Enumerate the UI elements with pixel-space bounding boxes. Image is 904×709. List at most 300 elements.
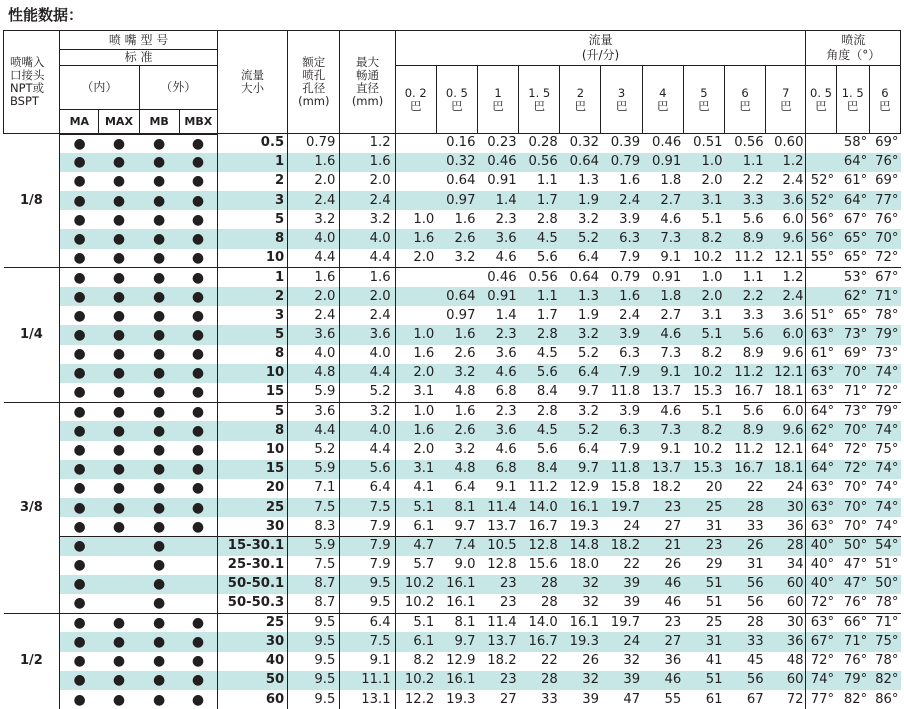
capacity-size: 40 (217, 652, 287, 671)
availability-dot-mbx: ● (179, 460, 217, 479)
orifice-diameter: 2.4 (288, 191, 340, 210)
flow-value: 9.0 (436, 556, 477, 575)
connection-size: 1/8 (4, 134, 60, 268)
spray-angle: 74° (869, 479, 900, 498)
flow-value: 3.3 (725, 191, 766, 210)
flow-value: 3.6 (477, 345, 518, 364)
max-passage: 7.5 (340, 632, 395, 651)
spray-angle: 62° (806, 421, 836, 440)
spray-angle: 73° (836, 325, 869, 344)
availability-dot-mbx: ● (179, 632, 217, 651)
flow-value: 5.1 (683, 210, 724, 229)
flow-value: 12.1 (766, 441, 806, 460)
flow-value: 4.8 (436, 383, 477, 402)
flow-value: 1.1 (519, 287, 560, 306)
flow-value: 10.2 (683, 249, 724, 268)
flow-value: 4.7 (395, 536, 436, 555)
spray-angle (806, 134, 836, 153)
flow-value: 13.7 (642, 460, 683, 479)
availability-dot-ma: ● (60, 441, 99, 460)
spray-angle: 67° (869, 268, 900, 287)
flow-value: 2.0 (395, 364, 436, 383)
table-row (4, 191, 901, 210)
flow-value: 6.4 (560, 364, 601, 383)
availability-dot-ma: ● (60, 690, 99, 709)
flow-value: 19.3 (560, 517, 601, 536)
flow-value: 6.3 (601, 229, 642, 248)
spray-angle: 63° (806, 498, 836, 517)
availability-dot-mb: ● (139, 441, 179, 460)
availability-dot-ma: ● (60, 364, 99, 383)
max-passage: 7.9 (340, 536, 395, 555)
spray-angle: 63° (806, 325, 836, 344)
flow-value: 18.1 (766, 383, 806, 402)
flow-value: 2.6 (436, 229, 477, 248)
orifice-diameter: 0.79 (288, 134, 340, 153)
flow-value: 9.7 (560, 460, 601, 479)
max-passage: 9.5 (340, 575, 395, 594)
flow-value: 30 (766, 498, 806, 517)
performance-table (3, 30, 901, 709)
spray-angle: 61° (836, 172, 869, 191)
flow-value: 8.9 (725, 229, 766, 248)
flow-value: 5.1 (395, 613, 436, 632)
model-ma-header: MA (60, 110, 99, 134)
flow-value: 0.97 (436, 191, 477, 210)
table-row (4, 172, 901, 191)
availability-dot-max: ● (99, 153, 139, 172)
availability-dot-mbx: ● (179, 229, 217, 248)
flow-value: 67 (725, 690, 766, 709)
availability-dot-max: ● (99, 421, 139, 440)
flow-value: 6.4 (436, 479, 477, 498)
table-row (4, 229, 901, 248)
flow-value: 6.8 (477, 383, 518, 402)
flow-value: 27 (642, 517, 683, 536)
flow-value: 2.3 (477, 210, 518, 229)
spray-angle: 76° (836, 652, 869, 671)
flow-value: 18.2 (601, 536, 642, 555)
availability-dot-mb: ● (139, 536, 179, 555)
orifice-header: 额定 喷孔 孔径 (mm) (288, 31, 340, 134)
availability-dot-mb: ● (139, 268, 179, 287)
table-row (4, 134, 901, 153)
spray-angle: 54° (869, 536, 900, 555)
spray-angle: 77° (806, 690, 836, 709)
flow-value: 0.16 (436, 134, 477, 153)
availability-dot-ma: ● (60, 249, 99, 268)
flow-value: 9.6 (766, 421, 806, 440)
availability-dot-ma: ● (60, 652, 99, 671)
flow-value: 1.6 (436, 210, 477, 229)
flow-value: 12.9 (560, 479, 601, 498)
table-row (4, 632, 901, 651)
spray-angle: 77° (869, 191, 900, 210)
flow-value: 5.1 (683, 325, 724, 344)
capacity-size: 50 (217, 671, 287, 690)
spray-angle: 74° (869, 460, 900, 479)
flow-value: 16.7 (519, 517, 560, 536)
availability-dot-ma: ● (60, 517, 99, 536)
flow-value: 55 (642, 690, 683, 709)
availability-dot-mb: ● (139, 421, 179, 440)
availability-dot-ma: ● (60, 172, 99, 191)
flow-value: 3.1 (683, 306, 724, 325)
flow-value: 4.6 (477, 364, 518, 383)
flow-value: 5.7 (395, 556, 436, 575)
page-title: 性能数据： (8, 4, 83, 25)
capacity-size: 8 (217, 229, 287, 248)
availability-dot-ma: ● (60, 613, 99, 632)
availability-dot-max: ● (99, 479, 139, 498)
passage-header: 最大 畅通 直径 (mm) (340, 31, 395, 134)
spray-angle: 40° (806, 556, 836, 575)
max-passage: 1.2 (340, 134, 395, 153)
flow-value: 9.1 (477, 479, 518, 498)
availability-dot-mb: ● (139, 249, 179, 268)
orifice-diameter: 3.6 (288, 325, 340, 344)
availability-dot-mbx (179, 536, 217, 555)
max-passage: 4.4 (340, 364, 395, 383)
availability-dot-mb: ● (139, 383, 179, 402)
flow-value: 6.1 (395, 517, 436, 536)
availability-dot-mbx: ● (179, 671, 217, 690)
orifice-diameter: 5.9 (288, 460, 340, 479)
flow-value: 1.0 (395, 325, 436, 344)
availability-dot-max: ● (99, 460, 139, 479)
max-passage: 2.0 (340, 172, 395, 191)
pressure-8-header: 6 巴 (725, 66, 766, 134)
max-passage: 3.2 (340, 402, 395, 421)
availability-dot-ma: ● (60, 671, 99, 690)
table-row (4, 441, 901, 460)
capacity-size: 3 (217, 306, 287, 325)
flow-value: 1.0 (683, 153, 724, 172)
flow-value: 15.3 (683, 383, 724, 402)
pressure-3-header: 1. 5 巴 (519, 66, 560, 134)
flow-value: 23 (477, 671, 518, 690)
orifice-diameter: 8.3 (288, 517, 340, 536)
orifice-diameter: 8.7 (288, 594, 340, 613)
flow-value (395, 153, 436, 172)
max-passage: 6.4 (340, 479, 395, 498)
flow-value: 11.8 (601, 383, 642, 402)
availability-dot-mb: ● (139, 210, 179, 229)
flow-value: 1.3 (560, 287, 601, 306)
orifice-diameter: 9.5 (288, 652, 340, 671)
table-row (4, 421, 901, 440)
availability-dot-mbx: ● (179, 325, 217, 344)
availability-dot-mb: ● (139, 498, 179, 517)
flow-value: 2.8 (519, 325, 560, 344)
availability-dot-max (99, 575, 139, 594)
flow-value: 2.8 (519, 402, 560, 421)
flow-value: 24 (766, 479, 806, 498)
angle-header: 喷流 角度（°） (806, 31, 901, 66)
availability-dot-mbx: ● (179, 306, 217, 325)
flow-value: 0.79 (601, 153, 642, 172)
capacity-size: 2 (217, 287, 287, 306)
flow-value: 3.6 (477, 229, 518, 248)
spray-angle: 51° (869, 556, 900, 575)
availability-dot-mb: ● (139, 402, 179, 421)
flow-value: 6.3 (601, 421, 642, 440)
availability-dot-mbx: ● (179, 268, 217, 287)
pressure-4-header: 2 巴 (560, 66, 601, 134)
flow-value: 33 (519, 690, 560, 709)
flow-value: 8.9 (725, 421, 766, 440)
flow-value: 1.9 (560, 306, 601, 325)
flow-value: 0.46 (477, 153, 518, 172)
flow-value: 28 (519, 594, 560, 613)
angle-pressure-1-header: 1. 5 巴 (836, 66, 869, 134)
flow-value: 3.2 (436, 364, 477, 383)
flow-value: 13.7 (477, 517, 518, 536)
flow-value: 1.8 (642, 172, 683, 191)
flow-value: 20 (683, 479, 724, 498)
pressure-1-header: 0. 5 巴 (436, 66, 477, 134)
flow-value: 56 (725, 671, 766, 690)
model-mb-header: MB (139, 110, 179, 134)
angle-pressure-0-header: 0. 5 巴 (806, 66, 836, 134)
flow-value: 10.2 (395, 594, 436, 613)
flow-value: 1.6 (601, 287, 642, 306)
spray-angle: 79° (836, 671, 869, 690)
flow-value: 28 (725, 498, 766, 517)
availability-dot-max: ● (99, 613, 139, 632)
flow-value: 45 (725, 652, 766, 671)
max-passage: 2.4 (340, 306, 395, 325)
availability-dot-ma: ● (60, 498, 99, 517)
spray-angle: 63° (806, 383, 836, 402)
spray-angle: 74° (869, 364, 900, 383)
spray-angle: 78° (869, 652, 900, 671)
flow-value: 7.3 (642, 345, 683, 364)
flow-value: 56 (725, 594, 766, 613)
flow-value: 2.6 (436, 421, 477, 440)
spray-angle: 63° (806, 364, 836, 383)
table-row (4, 210, 901, 229)
availability-dot-mbx: ● (179, 517, 217, 536)
flow-value: 16.7 (725, 383, 766, 402)
availability-dot-ma: ● (60, 556, 99, 575)
orifice-diameter: 2.0 (288, 287, 340, 306)
flow-value: 1.7 (519, 191, 560, 210)
flow-value: 31 (725, 556, 766, 575)
spray-angle: 73° (869, 345, 900, 364)
spray-angle: 67° (806, 632, 836, 651)
flow-value: 72 (766, 690, 806, 709)
flow-value: 0.56 (519, 153, 560, 172)
flow-value (395, 172, 436, 191)
flow-value: 14.0 (519, 613, 560, 632)
flow-value: 22 (519, 652, 560, 671)
flow-value: 12.1 (766, 364, 806, 383)
flow-value: 1.2 (766, 153, 806, 172)
table-row (4, 364, 901, 383)
flow-value: 0.91 (642, 153, 683, 172)
spray-angle: 65° (836, 306, 869, 325)
spray-angle: 73° (836, 402, 869, 421)
table-row (4, 383, 901, 402)
availability-dot-mb: ● (139, 191, 179, 210)
spray-angle: 56° (806, 210, 836, 229)
spray-angle: 82° (836, 690, 869, 709)
flow-value: 1.1 (519, 172, 560, 191)
capacity-size: 15-30.1 (217, 536, 287, 555)
flow-value: 7.4 (436, 536, 477, 555)
flow-value: 5.6 (519, 441, 560, 460)
flow-value: 11.4 (477, 498, 518, 517)
availability-dot-ma: ● (60, 402, 99, 421)
availability-dot-mbx: ● (179, 498, 217, 517)
flow-value: 2.4 (601, 191, 642, 210)
flow-value: 51 (683, 575, 724, 594)
flow-value: 3.1 (395, 460, 436, 479)
capacity-size: 0.5 (217, 134, 287, 153)
flow-value: 32 (560, 671, 601, 690)
flow-value: 11.2 (725, 441, 766, 460)
flow-value: 18.0 (560, 556, 601, 575)
table-row (4, 402, 901, 421)
flow-value: 11.2 (725, 364, 766, 383)
spray-angle: 72° (836, 441, 869, 460)
spray-angle (806, 153, 836, 172)
flow-value: 2.0 (395, 441, 436, 460)
inner-header: （内） (60, 66, 139, 110)
flow-value: 32 (560, 594, 601, 613)
spray-angle: 64° (806, 441, 836, 460)
table-row (4, 287, 901, 306)
connection-size: 1/4 (4, 268, 60, 402)
max-passage: 6.4 (340, 613, 395, 632)
capacity-size: 1 (217, 268, 287, 287)
spray-angle: 76° (836, 594, 869, 613)
max-passage: 13.1 (340, 690, 395, 709)
flow-value: 0.91 (642, 268, 683, 287)
pressure-5-header: 3 巴 (601, 66, 642, 134)
availability-dot-max: ● (99, 383, 139, 402)
availability-dot-mbx: ● (179, 479, 217, 498)
flow-value: 60 (766, 671, 806, 690)
flow-value: 1.4 (477, 191, 518, 210)
availability-dot-max: ● (99, 498, 139, 517)
flow-value: 6.0 (766, 210, 806, 229)
spray-angle: 79° (869, 402, 900, 421)
flow-value: 3.9 (601, 402, 642, 421)
flow-value: 13.7 (642, 383, 683, 402)
standard-header: 标 准 (60, 50, 218, 66)
flow-value: 7.3 (642, 421, 683, 440)
orifice-diameter: 3.6 (288, 402, 340, 421)
flow-value: 2.3 (477, 402, 518, 421)
connection-size: 3/8 (4, 402, 60, 613)
availability-dot-mb: ● (139, 556, 179, 575)
flow-value: 8.2 (683, 421, 724, 440)
flow-value: 4.6 (642, 210, 683, 229)
availability-dot-ma: ● (60, 325, 99, 344)
flow-value: 2.4 (601, 306, 642, 325)
capacity-size: 10 (217, 249, 287, 268)
flow-value: 41 (683, 652, 724, 671)
availability-dot-ma: ● (60, 632, 99, 651)
flow-value: 5.2 (560, 345, 601, 364)
spray-angle: 64° (806, 402, 836, 421)
flow-value: 12.8 (519, 536, 560, 555)
availability-dot-ma: ● (60, 421, 99, 440)
max-passage: 1.6 (340, 268, 395, 287)
capacity-size: 1 (217, 153, 287, 172)
flow-value: 1.7 (519, 306, 560, 325)
capacity-size: 50-50.3 (217, 594, 287, 613)
availability-dot-mbx: ● (179, 441, 217, 460)
flow-value: 3.6 (766, 306, 806, 325)
flow-value: 9.1 (642, 364, 683, 383)
table-row (4, 460, 901, 479)
max-passage: 9.5 (340, 594, 395, 613)
orifice-diameter: 9.5 (288, 671, 340, 690)
flow-value: 0.91 (477, 172, 518, 191)
flow-value: 51 (683, 594, 724, 613)
flow-value: 4.6 (477, 441, 518, 460)
flow-value: 23 (642, 613, 683, 632)
max-passage: 4.4 (340, 249, 395, 268)
flow-value: 4.5 (519, 421, 560, 440)
flow-value: 3.2 (436, 441, 477, 460)
flow-value: 18.2 (642, 479, 683, 498)
flow-value: 0.39 (601, 134, 642, 153)
spray-angle: 50° (836, 536, 869, 555)
flow-value: 12.1 (766, 249, 806, 268)
outer-header: （外） (139, 66, 217, 110)
flow-value: 5.2 (560, 421, 601, 440)
max-passage: 2.4 (340, 191, 395, 210)
table-row (4, 690, 901, 709)
availability-dot-max: ● (99, 345, 139, 364)
table-row (4, 479, 901, 498)
spray-angle: 63° (806, 517, 836, 536)
flow-value: 39 (601, 594, 642, 613)
table-row (4, 671, 901, 690)
flow-value: 26 (642, 556, 683, 575)
max-passage: 4.0 (340, 421, 395, 440)
flow-value: 1.9 (560, 191, 601, 210)
availability-dot-max: ● (99, 134, 139, 153)
flow-value: 0.64 (560, 153, 601, 172)
spray-angle: 70° (836, 364, 869, 383)
availability-dot-max: ● (99, 191, 139, 210)
spray-angle (806, 268, 836, 287)
flow-value: 22 (725, 479, 766, 498)
table-row (4, 325, 901, 344)
availability-dot-mbx: ● (179, 690, 217, 709)
availability-dot-mb: ● (139, 153, 179, 172)
flow-value: 10.2 (395, 671, 436, 690)
flow-value: 25 (683, 613, 724, 632)
flow-value: 36 (642, 652, 683, 671)
flow-value: 11.4 (477, 613, 518, 632)
availability-dot-mbx: ● (179, 134, 217, 153)
flow-value: 7.9 (601, 441, 642, 460)
spray-angle: 65° (836, 249, 869, 268)
capacity-size: 10 (217, 441, 287, 460)
flow-value: 39 (560, 690, 601, 709)
flow-value: 1.1 (725, 153, 766, 172)
availability-dot-mbx (179, 556, 217, 575)
flow-value: 6.4 (560, 441, 601, 460)
flow-value: 1.0 (683, 268, 724, 287)
flow-value: 4.6 (642, 325, 683, 344)
